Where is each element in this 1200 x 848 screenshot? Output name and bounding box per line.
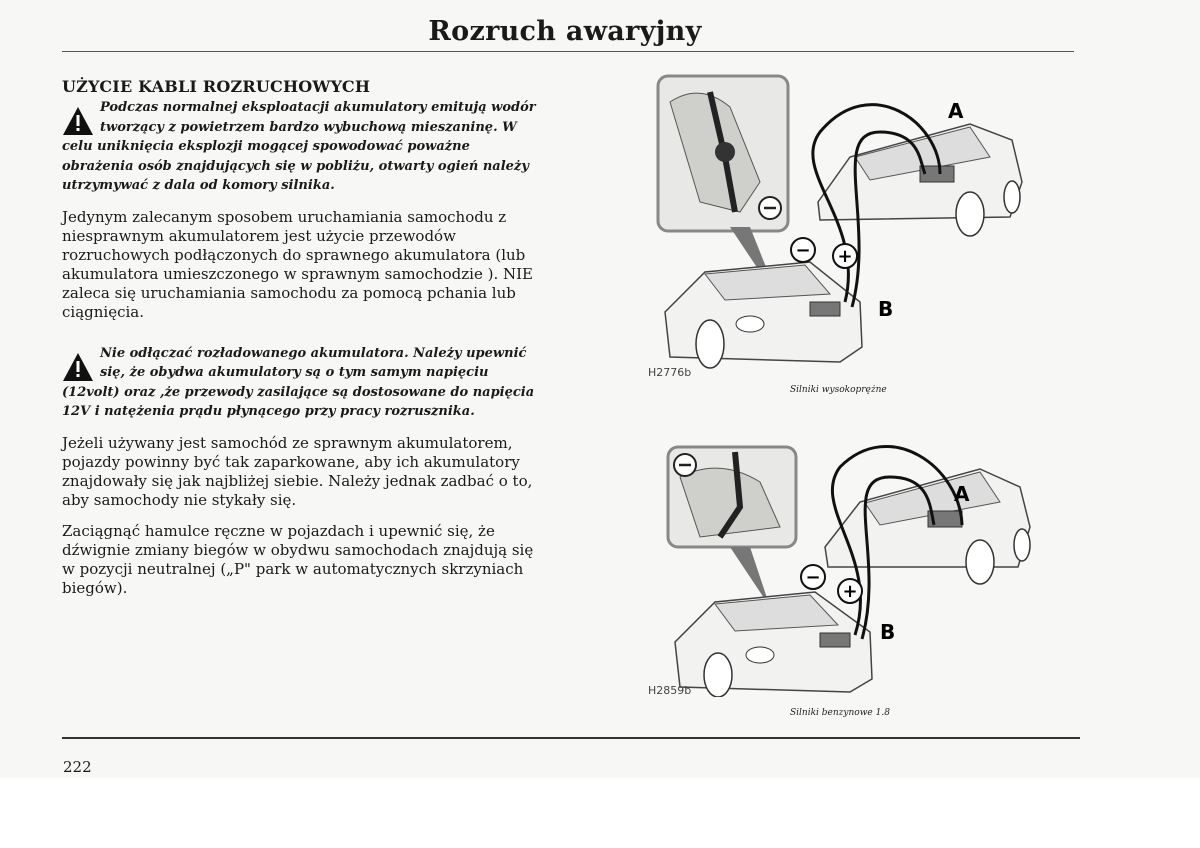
warning-text-2: Nie odłączać rozładowanego akumulatora. Należy upewnić się, że obydwa akumulatory są o tym samym napięciu (12volt) oraz ,że przewody zasilające są dostosowane do napięcia 12V i natężenia prądu płynącego przy pracy rozrusznika. — [62, 345, 535, 419]
paragraph-3: Zaciągnąć hamulce ręczne w pojazdach i upewnić się, że dźwignie zmiany biegów w obydwu samochodach znajdują się w pozycji neutralnej („P" park w automatycznych skrzyniach biegów). — [62, 521, 534, 597]
figure-caption: Silniki wysokoprężne — [790, 385, 887, 395]
page-number: 222 — [63, 758, 92, 776]
warning-triangle-icon — [62, 352, 94, 382]
label-car-a: A — [948, 99, 964, 123]
minus-marker-label: − — [795, 240, 811, 261]
warning-text-1: Podczas normalnej eksploatacji akumulatory emitują wodór tworzący z powietrzem bardzo wybuchową mieszaninę. W celu uniknięcia eksplozji mogącej spowodować poważne obrażenia osób znajdujących się w pobliżu, otwarty ogień należy utrzymywać z dala od komory silnika. — [62, 100, 536, 193]
engine-detail-inset — [658, 76, 788, 231]
car-b-illustration — [675, 592, 872, 697]
minus-marker-label: − — [805, 567, 821, 588]
warning-triangle-icon — [62, 106, 94, 136]
paragraph-2: Jeżeli używany jest samochód ze sprawnym akumulatorem, pojazdy powinny być tak zaparkowane, aby ich akumulatory znajdowały się jak najbliżej siebie. Należy jednak zadbać o to, aby samochody nie stykały się. — [62, 433, 533, 509]
text-column — [62, 77, 540, 598]
figures-column — [640, 62, 1080, 722]
section-title: UŻYCIE KABLI ROZRUCHOWYCH — [62, 77, 371, 96]
warning-block-1 — [62, 98, 540, 196]
figure-code: H2859b — [648, 684, 692, 697]
car-b-illustration — [665, 262, 862, 368]
plus-marker-label: + — [842, 581, 858, 602]
figure-code: H2776b — [648, 366, 692, 379]
jump-start-diagram-diesel — [640, 62, 1080, 372]
page-title: Rozruch awaryjny — [428, 16, 702, 47]
jump-start-diagram-petrol — [640, 407, 1080, 697]
plus-marker-label: + — [837, 246, 853, 267]
label-car-a: A — [954, 482, 970, 506]
engine-detail-inset — [668, 447, 796, 547]
footer-rule — [62, 737, 1080, 739]
paragraph-1: Jedynym zalecanym sposobem uruchamiania samochodu z niesprawnym akumulatorem jest użycie przewodów rozruchowych podłączonych do sprawnego akumulatora (lub akumulatora umieszczonego w sprawnym samochodzie ). NIE zaleca się uruchamiania samochodu za pomocą pchania lub ciągnięcia. — [62, 207, 533, 321]
header-rule — [62, 51, 1074, 52]
car-a-illustration — [818, 124, 1022, 236]
figure-caption: Silniki benzynowe 1.8 — [790, 708, 890, 718]
warning-block-2 — [62, 344, 540, 422]
label-car-b: B — [878, 297, 894, 321]
label-car-b: B — [880, 620, 896, 644]
